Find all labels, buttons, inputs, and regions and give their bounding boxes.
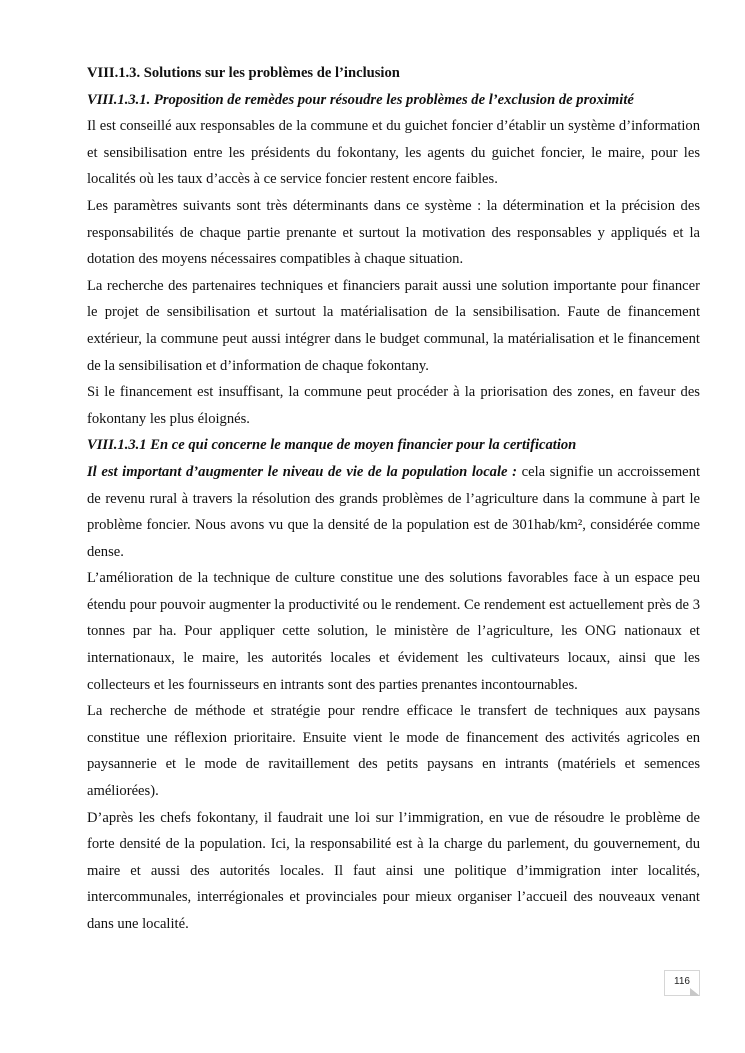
page-number [664, 970, 700, 996]
subsection-heading: VIII.1.3.1 En ce qui concerne le manque de moyen financier pour la certification [87, 437, 577, 454]
paragraph: Les paramètres suivants sont très déterminants dans ce système : la détermination et la précision des responsabilités de chaque partie prenante et surtout la motivation des responsables y appliqués et la dotation des moyens nécessaires compatibles à chaque situation. [87, 197, 700, 268]
page-curl-icon [690, 988, 700, 996]
paragraph: Si le financement est insuffisant, la commune peut procéder à la priorisation des zones, en faveur des fokontany les plus éloignés. [87, 384, 700, 427]
document-body [87, 60, 700, 938]
paragraph: La recherche des partenaires techniques et financiers parait aussi une solution importante pour financer le projet de sensibilisation et surtout la matérialisation de la sensibilisation. Faute de financement extérieur, la commune peut aussi intégrer dans le budget communal, la matérialisation et le financement de la sensibilisation et d’information de chaque fokontany. [87, 277, 700, 374]
section-heading: VIII.1.3. Solutions sur les problèmes de l’inclusion [87, 65, 400, 81]
emphasis-text: Il est important d’augmenter le niveau de vie de la population locale : [87, 463, 517, 480]
paragraph: D’après les chefs fokontany, il faudrait une loi sur l’immigration, en vue de résoudre le problème de forte densité de la population. Ici, la responsabilité est à la charge du parlement, du gouvernement, du maire et aussi des autorités locales. Il faut ainsi une politique d’immigration inter localités, intercommunales, interrégionales et provinciales pour mieux organiser l’accueil des nouveaux venant dans une localité. [87, 809, 700, 932]
paragraph: L’amélioration de la technique de culture constitue une des solutions favorables face à un espace peu étendu pour pouvoir augmenter la productivité ou le rendement. Ce rendement est actuellement près de 3 tonnes par ha. Pour appliquer cette solution, le ministère de l’agriculture, les ONG nationaux et internationaux, le maire, les autorités locales et évidement les cultivateurs locaux, ainsi que les collecteurs et les fournisseurs en intrants sont des parties prenantes incontournables. [87, 570, 700, 693]
paragraph-text: cela signifie un accroissement de revenu rural à travers la résolution des grands problèmes de l’agriculture dans la commune à part le problème foncier. Nous avons vu que la densité de la population est de 301hab/km², considérée comme dense. [87, 463, 700, 560]
paragraph [87, 459, 700, 565]
paragraph: La recherche de méthode et stratégie pour rendre efficace le transfert de techniques aux paysans constitue une réflexion prioritaire. Ensuite vient le mode de financement des activités agricoles en paysannerie et le mode de ravitaillement des petits paysans en intrants (matériels et semences améliorées). [87, 703, 700, 800]
paragraph: Il est conseillé aux responsables de la commune et du guichet foncier d’établir un système d’information et sensibilisation entre les présidents du fokontany, les agents du guichet foncier, le maire, pour les localités où les taux d’accès à ce service foncier restent encore faibles. [87, 118, 700, 188]
subsection-heading: VIII.1.3.1. Proposition de remèdes pour résoudre les problèmes de l’exclusion de proximité [87, 91, 634, 108]
page-number-text: 116 [674, 976, 690, 987]
